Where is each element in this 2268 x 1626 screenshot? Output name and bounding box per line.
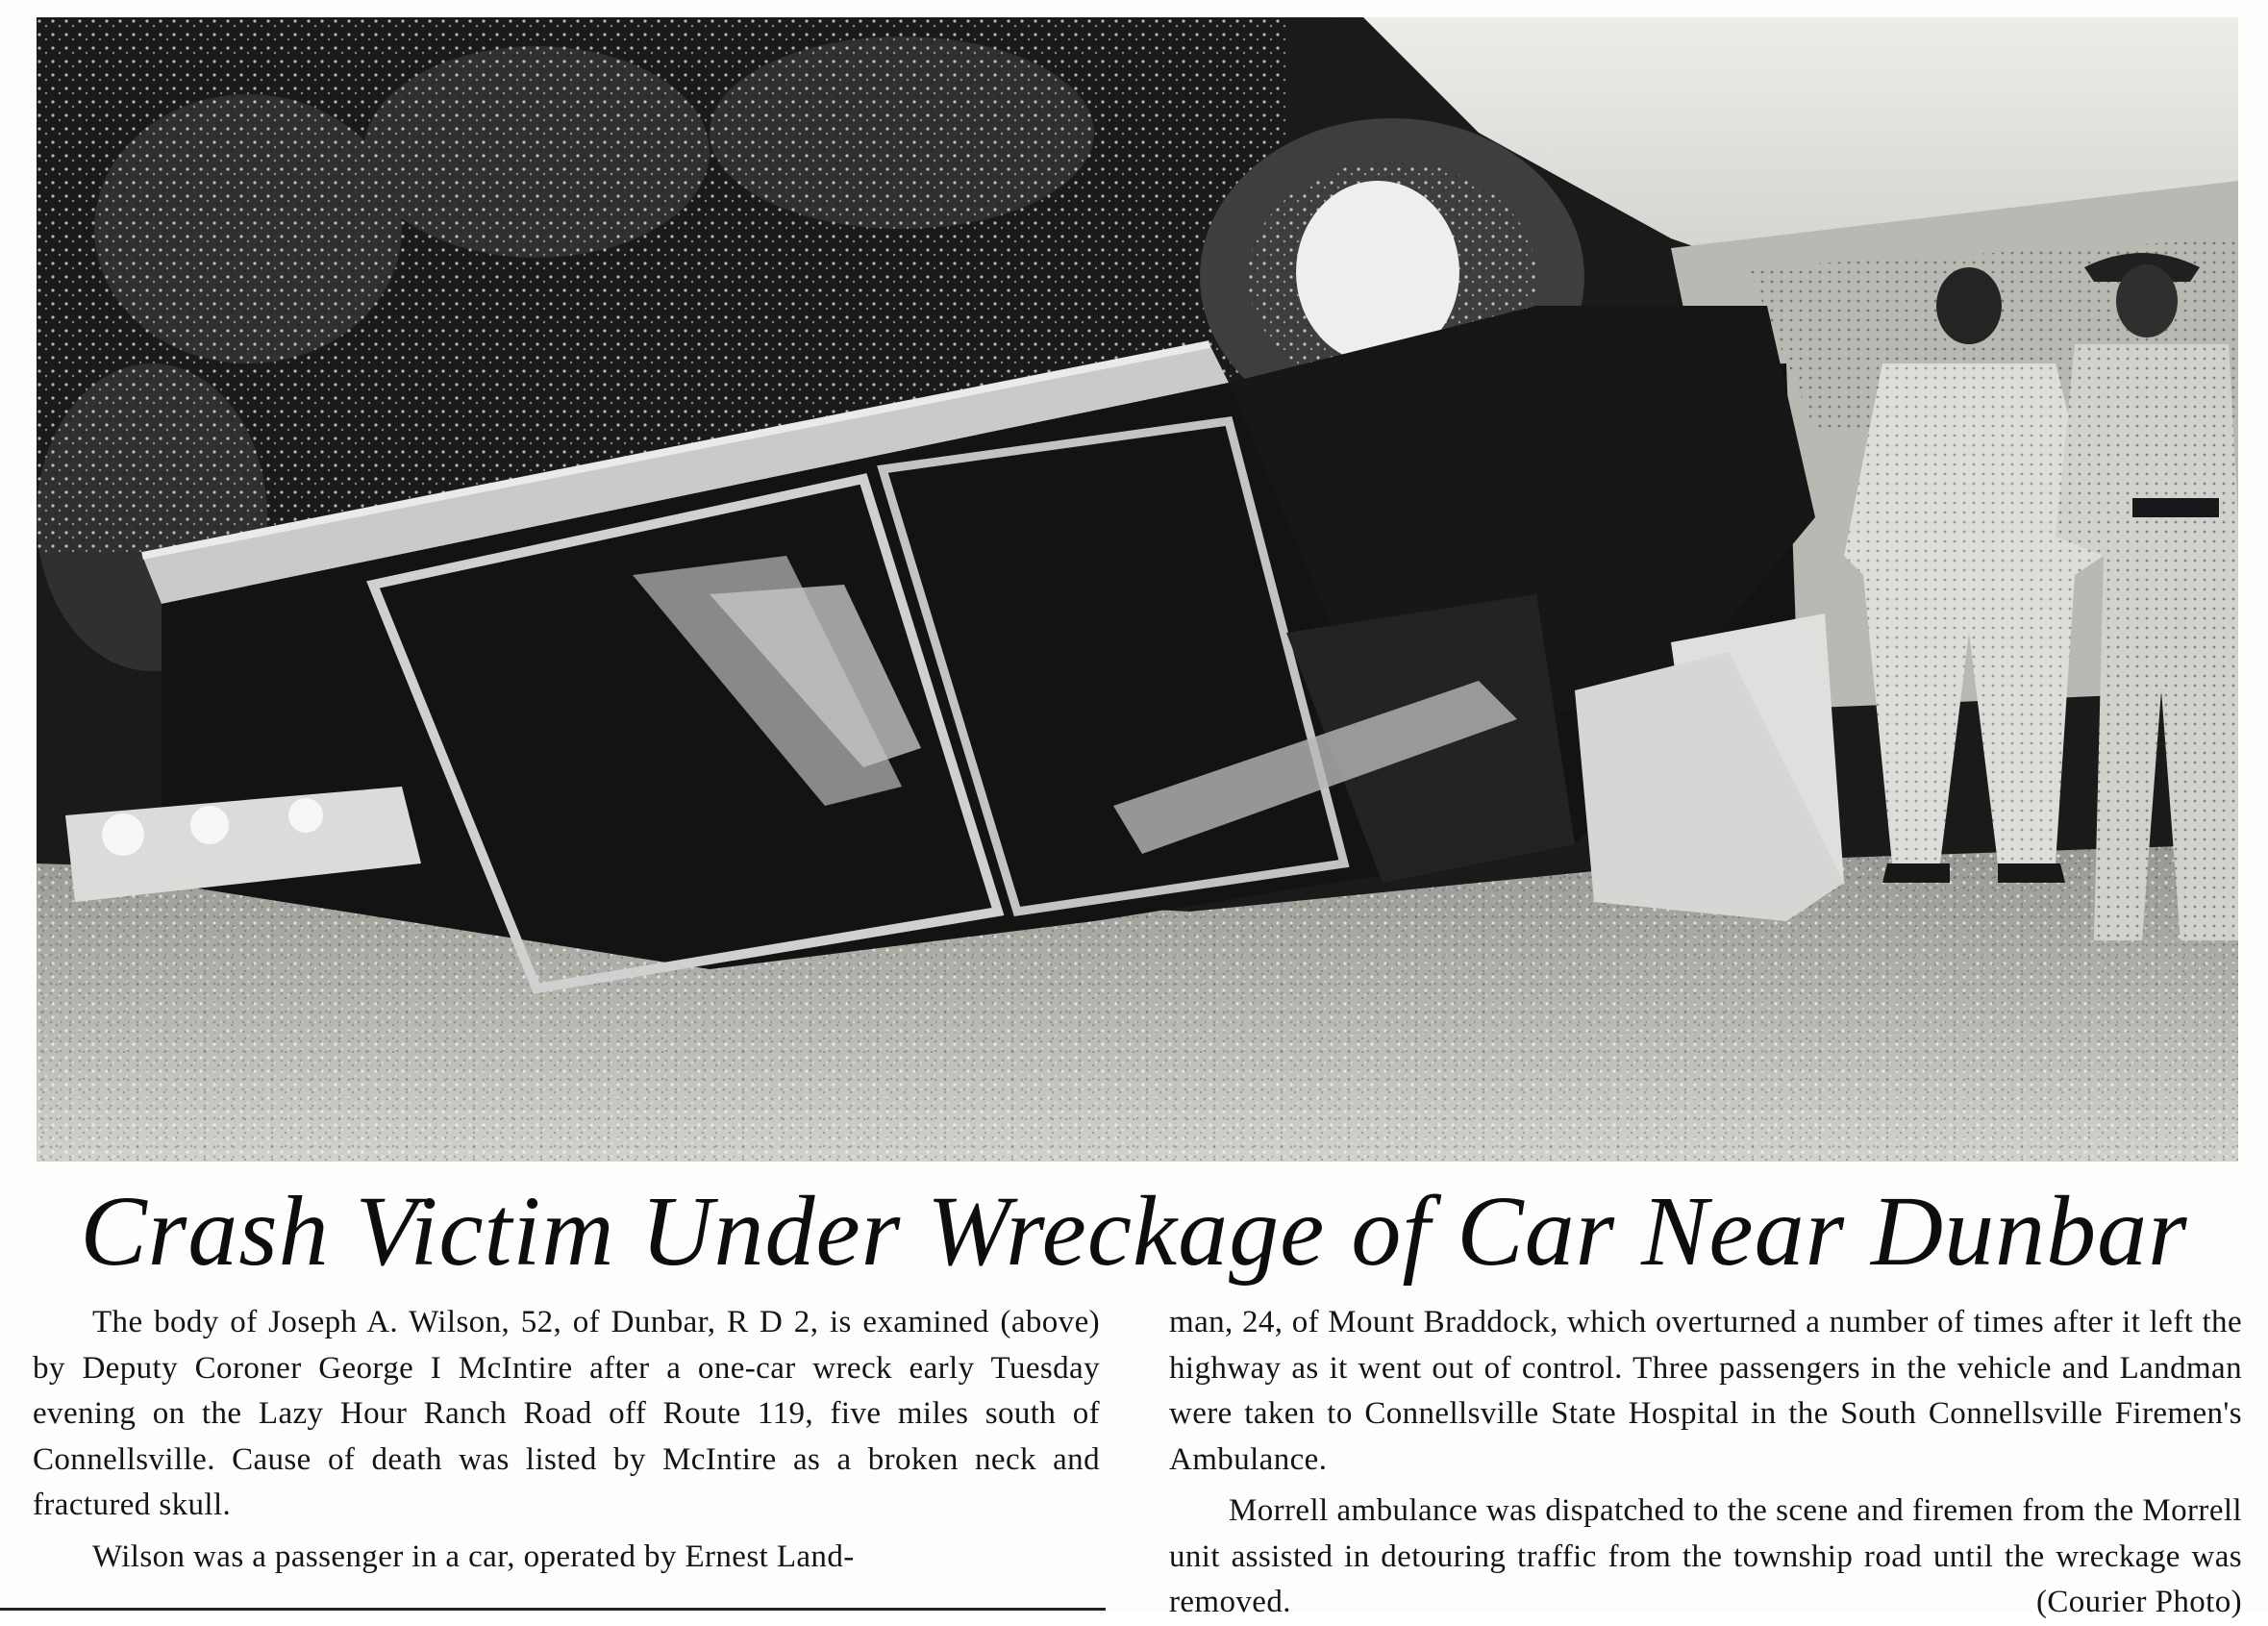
- article-paragraph-text: Morrell ambulance was dispatched to the scene and firemen from the Morrell unit assisted in detouring traffic from the township road until the wreckage was removed.: [1169, 1493, 2242, 1619]
- article-paragraph: [1169, 1488, 2242, 1626]
- headline: Crash Victim Under Wreckage of Car Near Dunbar: [80, 1176, 2188, 1287]
- photo-credit: (Courier Photo): [2035, 1585, 2242, 1619]
- article-paragraph: The body of Joseph A. Wilson, 52, of Dunbar, R D 2, is examined (above) by Deputy Coroner George I McIntire after a one-car wreck early Tuesday evening on the Lazy Hour Ranch Road off Route 119, five miles south of Connellsville. Cause of death was listed by McIntire as a broken neck and fractured skull.: [33, 1305, 1100, 1522]
- photo-image: [37, 17, 2238, 1162]
- article-paragraph: Wilson was a passenger in a car, operated by Ernest Land-: [92, 1538, 855, 1574]
- article-paragraph: man, 24, of Mount Braddock, which overturned a number of times after it left the highway as it went out of control. Three passengers in the vehicle and Landman were taken to Connellsville State Hospital in the South Connellsville Firemen's Ambulance.: [1169, 1305, 2242, 1477]
- article-column-right: [1169, 1300, 2242, 1626]
- wrecked-car-photo: [37, 17, 2238, 1162]
- bottom-rule: [0, 1608, 1106, 1611]
- article-column-left: [33, 1300, 1100, 1580]
